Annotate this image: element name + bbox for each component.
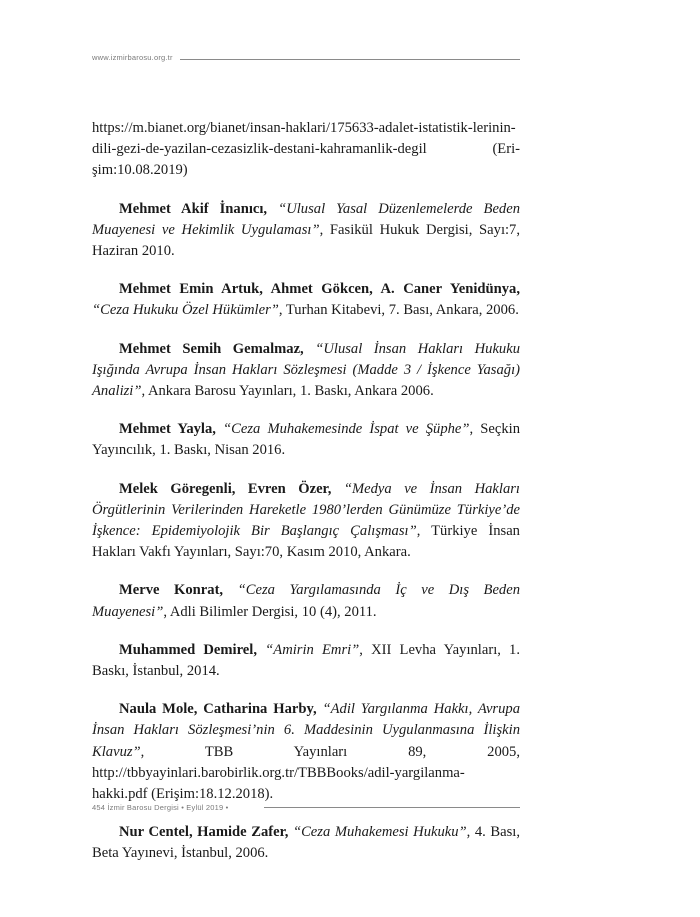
reference-gap xyxy=(92,322,520,339)
reference-title: “Amirin Emri” xyxy=(265,641,360,658)
reference-author: Muhammed Demirel, xyxy=(119,641,257,658)
reference-title: “Medya ve İnsan Hakları Örgütlerinin Verilerinden Hareketle 1980’lerden Günümüze Türkiye’de İşkence: Epidemiyolojik Bir Başlangıç Çalışması” xyxy=(92,480,520,540)
page-header xyxy=(92,53,520,67)
reference-entry xyxy=(92,199,520,263)
header-rule xyxy=(180,59,520,60)
reference-title: “Ceza Muhakemesi Hukuku” xyxy=(292,824,467,841)
reference-details: , XII Levha Yayınları, 1. Baskı, İstanbul, 2014. xyxy=(92,641,521,680)
reference-gap xyxy=(92,623,520,640)
bibliography xyxy=(92,118,520,865)
reference-gap xyxy=(92,402,520,419)
reference-title: “Ceza Muhakemesinde İspat ve Şüphe” xyxy=(223,421,470,438)
reference-author: Merve Konrat, xyxy=(119,582,224,599)
reference-details: , Fasikül Hukuk Dergisi, Sayı:7, Haziran 2010. xyxy=(92,221,520,260)
reference-author: Melek Göregenli, Evren Özer, xyxy=(119,480,332,497)
reference-entry xyxy=(92,640,520,682)
reference-gap xyxy=(92,682,520,699)
reference-details: , Seçkin Yayıncılık, 1. Baskı, Nisan 2016. xyxy=(92,421,520,459)
reference-details: , Turhan Kitabevi, 7. Bası, Ankara, 2006. xyxy=(278,302,519,319)
reference-gap xyxy=(92,563,520,580)
reference-entry xyxy=(92,479,520,564)
continuation-text: https://m.bianet.org/bianet/insan-haklari/175633-adalet-istatistik-lerinin-dili-gezi-de-yazilan-cezasizlik-destani-kahramanlik-degil (Eri-şim:10.08.2019) xyxy=(92,120,520,179)
reference-author: Nur Centel, Hamide Zafer, xyxy=(119,824,289,841)
footer-text: 454 İzmir Barosu Dergisi • Eylül 2019 • xyxy=(92,803,229,812)
reference-details: , 4. Bası, Beta Yayınevi, İstanbul, 2006. xyxy=(92,824,520,862)
reference-title: “Ulusal Yasal Düzenlemelerde Beden Muayenesi ve Hekimlik Uygulaması” xyxy=(92,200,520,238)
reference-entry xyxy=(92,580,520,622)
reference-title: “Ceza Hukuku Özel Hükümler” xyxy=(92,302,279,319)
page-footer xyxy=(92,803,520,817)
reference-entry xyxy=(92,419,520,461)
reference-gap xyxy=(92,462,520,479)
reference-details: , Adli Bilimler Dergisi, 10 (4), 2011. xyxy=(163,603,377,620)
reference-list xyxy=(92,182,520,865)
reference-entry xyxy=(92,279,520,321)
reference-entry xyxy=(92,822,520,864)
reference-title: “Ulusal İnsan Hakları Hukuku Işığında Avrupa İnsan Hakları Sözleşmesi (Madde 3 / İşkence Yasağı) Analizi” xyxy=(92,340,521,400)
reference-author: Naula Mole, Catharina Harby, xyxy=(119,701,317,718)
header-url: www.izmirbarosu.org.tr xyxy=(92,53,173,62)
reference-author: Mehmet Yayla, xyxy=(119,421,216,438)
reference-author: Mehmet Emin Artuk, Ahmet Gökcen, A. Caner Yenidünya, xyxy=(119,281,520,298)
reference-entry xyxy=(92,339,520,403)
reference-author: Mehmet Akif İnanıcı, xyxy=(119,200,268,217)
reference-title: “Ceza Yargılamasında İç ve Dış Beden Muayenesi” xyxy=(92,582,521,620)
reference-author: Mehmet Semih Gemalmaz, xyxy=(119,340,304,357)
reference-details: , TBB Yayınları 89, 2005, http://tbbyayinlari.barobirlik.org.tr/TBBBooks/adil-yargilanma-hakki.pdf (Erişim:18.12.2018). xyxy=(92,743,520,803)
reference-entry xyxy=(92,699,520,805)
reference-details: , Türkiye İnsan Hakları Vakfı Yayınları, Sayı:70, Kasım 2010, Ankara. xyxy=(92,523,520,561)
reference-title: “Adil Yargılanma Hakkı, Avrupa İnsan Hakları Sözleşmesi’nin 6. Maddesinin Uygulanmasına İlişkin Klavuz” xyxy=(92,701,520,760)
reference-details: , Ankara Barosu Yayınları, 1. Baskı, Ankara 2006. xyxy=(141,383,434,400)
reference-gap xyxy=(92,182,520,199)
footer-rule xyxy=(264,807,520,808)
reference-gap xyxy=(92,262,520,279)
